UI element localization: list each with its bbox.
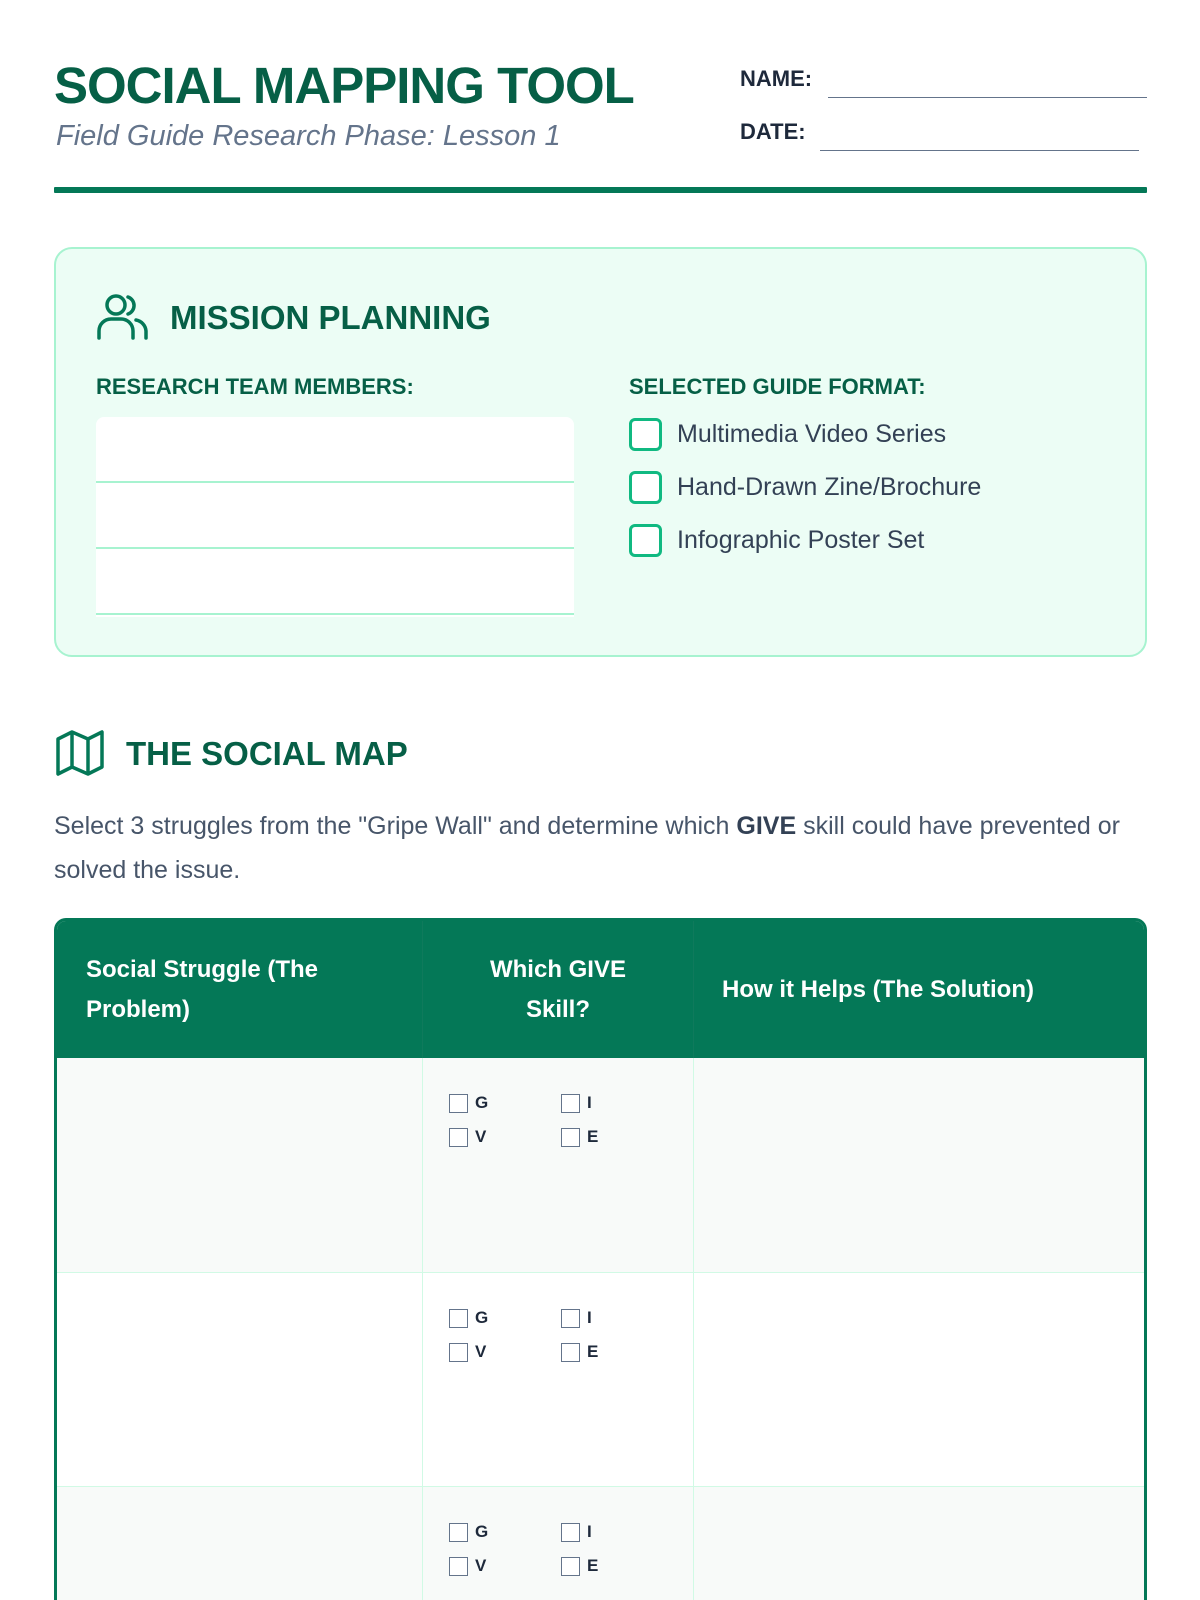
social-map-title: THE SOCIAL MAP bbox=[126, 735, 408, 772]
skill-option-v[interactable] bbox=[449, 1341, 509, 1367]
header-divider bbox=[54, 187, 1147, 193]
skill-option-i[interactable] bbox=[561, 1092, 621, 1118]
social-map-header bbox=[54, 725, 654, 777]
skill-letter: V bbox=[475, 1556, 487, 1575]
users-icon bbox=[96, 293, 150, 341]
guide-format-options bbox=[629, 418, 1069, 577]
name-label: NAME: bbox=[740, 66, 813, 91]
format-option-label: Multimedia Video Series bbox=[677, 420, 947, 448]
skill-option-g[interactable] bbox=[449, 1521, 509, 1547]
date-field[interactable] bbox=[740, 111, 1147, 151]
skill-letter: V bbox=[475, 1342, 487, 1361]
social-map-table bbox=[54, 918, 1147, 1600]
skill-cell bbox=[422, 1487, 694, 1600]
skill-checkbox[interactable] bbox=[561, 1094, 580, 1113]
skill-letter: I bbox=[587, 1522, 592, 1541]
skill-checkbox[interactable] bbox=[449, 1523, 468, 1542]
skill-checkbox[interactable] bbox=[449, 1309, 468, 1328]
skill-letter: G bbox=[475, 1308, 489, 1327]
team-members-box bbox=[96, 417, 574, 617]
skill-checkbox[interactable] bbox=[561, 1557, 580, 1576]
skill-letter: I bbox=[587, 1308, 592, 1327]
skill-checkbox[interactable] bbox=[449, 1094, 468, 1113]
skill-checkbox[interactable] bbox=[561, 1128, 580, 1147]
column-header-struggle: Social Struggle (The Problem) bbox=[86, 955, 319, 1023]
instructions-text bbox=[54, 804, 1147, 892]
skill-checkbox[interactable] bbox=[449, 1128, 468, 1147]
skill-option-i[interactable] bbox=[561, 1521, 621, 1547]
instructions-part: skill could have prevented or solved the issue. bbox=[54, 812, 1120, 884]
guide-format-label: SELECTED GUIDE FORMAT: bbox=[629, 374, 926, 399]
skill-letter: I bbox=[587, 1093, 592, 1112]
skill-checkbox[interactable] bbox=[561, 1343, 580, 1362]
page-title: SOCIAL MAPPING TOOL bbox=[54, 57, 634, 114]
skill-checkbox[interactable] bbox=[449, 1343, 468, 1362]
skill-letter: G bbox=[475, 1522, 489, 1541]
skill-checkbox[interactable] bbox=[449, 1557, 468, 1576]
date-label: DATE: bbox=[740, 119, 806, 144]
format-option-poster[interactable] bbox=[629, 524, 1069, 577]
skill-letter: E bbox=[587, 1127, 599, 1146]
mission-planning-panel bbox=[54, 247, 1147, 657]
skill-letter: E bbox=[587, 1342, 599, 1361]
skill-cell bbox=[422, 1273, 694, 1486]
solution-cell[interactable] bbox=[694, 1487, 1147, 1600]
column-header-solution: How it Helps (The Solution) bbox=[722, 975, 1034, 1003]
format-checkbox[interactable] bbox=[629, 524, 662, 557]
skill-option-v[interactable] bbox=[449, 1126, 509, 1152]
skill-option-v[interactable] bbox=[449, 1555, 509, 1581]
mission-title: MISSION PLANNING bbox=[170, 299, 491, 336]
team-member-line[interactable] bbox=[96, 549, 574, 615]
instructions-emphasis: GIVE bbox=[736, 812, 797, 840]
format-checkbox[interactable] bbox=[629, 418, 662, 451]
format-option-label: Infographic Poster Set bbox=[677, 526, 925, 554]
skill-letter: V bbox=[475, 1127, 487, 1146]
struggle-cell[interactable] bbox=[57, 1487, 422, 1600]
table-row bbox=[57, 1272, 1144, 1486]
instructions-part: Select 3 struggles from the "Gripe Wall" and determine which bbox=[54, 812, 737, 840]
skill-option-e[interactable] bbox=[561, 1341, 621, 1367]
solution-cell[interactable] bbox=[694, 1058, 1147, 1272]
page-subtitle: Field Guide Research Phase: Lesson 1 bbox=[56, 120, 561, 152]
format-option-zine[interactable] bbox=[629, 471, 1069, 524]
skill-option-e[interactable] bbox=[561, 1555, 621, 1581]
name-input-line[interactable] bbox=[828, 97, 1147, 98]
struggle-cell[interactable] bbox=[57, 1273, 422, 1486]
date-input-line[interactable] bbox=[820, 150, 1139, 151]
skill-checkbox[interactable] bbox=[561, 1523, 580, 1542]
table-header bbox=[57, 921, 1144, 1058]
skill-option-e[interactable] bbox=[561, 1126, 621, 1152]
skill-option-g[interactable] bbox=[449, 1092, 509, 1118]
column-header-skill: Which GIVE Skill? bbox=[422, 921, 694, 1058]
skill-option-i[interactable] bbox=[561, 1307, 621, 1333]
table-row bbox=[57, 1486, 1144, 1600]
skill-option-g[interactable] bbox=[449, 1307, 509, 1333]
skill-letter: G bbox=[475, 1093, 489, 1112]
team-members-label: RESEARCH TEAM MEMBERS: bbox=[96, 374, 414, 399]
skill-letter: E bbox=[587, 1556, 599, 1575]
solution-cell[interactable] bbox=[694, 1273, 1147, 1486]
format-option-video[interactable] bbox=[629, 418, 1069, 471]
team-member-line[interactable] bbox=[96, 417, 574, 483]
format-option-label: Hand-Drawn Zine/Brochure bbox=[677, 473, 982, 501]
skill-cell bbox=[422, 1058, 694, 1272]
skill-checkbox[interactable] bbox=[561, 1309, 580, 1328]
struggle-cell[interactable] bbox=[57, 1058, 422, 1272]
team-member-line[interactable] bbox=[96, 483, 574, 549]
name-field[interactable] bbox=[740, 58, 1147, 98]
worksheet-header bbox=[54, 52, 1147, 192]
table-row bbox=[57, 1058, 1144, 1272]
format-checkbox[interactable] bbox=[629, 471, 662, 504]
map-icon bbox=[54, 729, 106, 777]
